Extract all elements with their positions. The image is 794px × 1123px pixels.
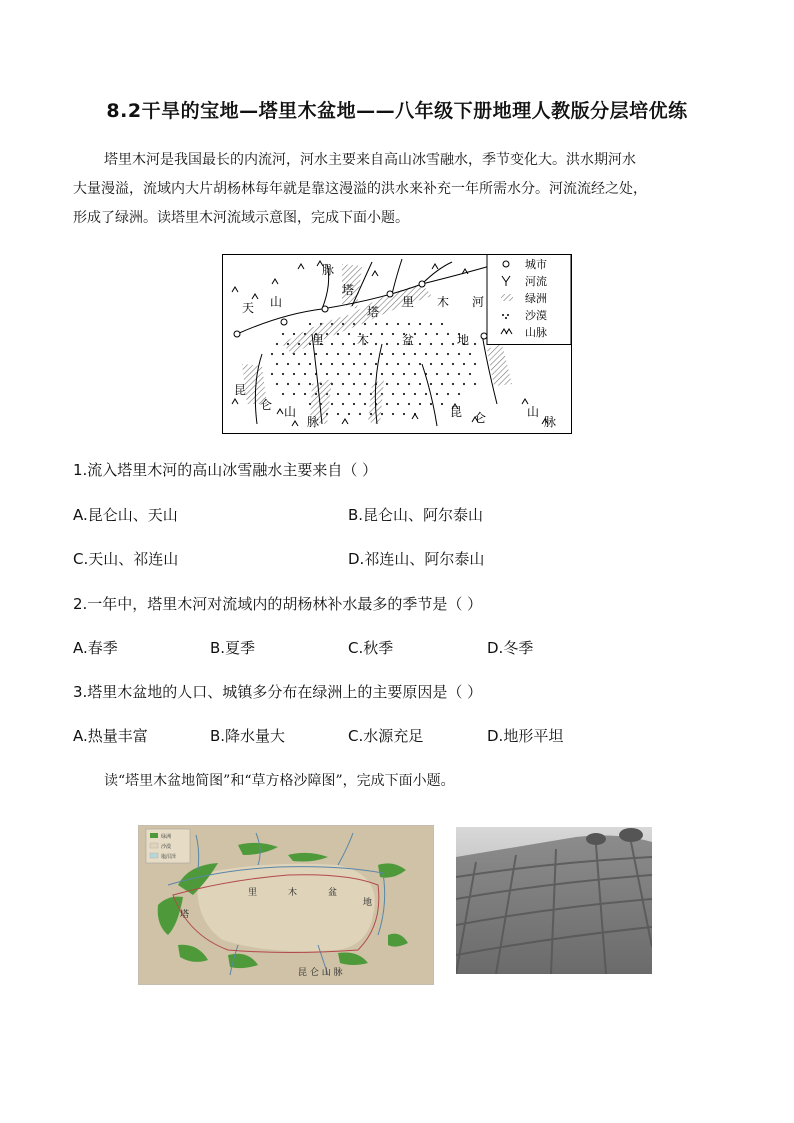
map-legend bbox=[487, 255, 571, 345]
label: 脉 bbox=[322, 263, 335, 277]
desert-dot bbox=[348, 373, 350, 375]
desert-dot bbox=[474, 363, 476, 365]
desert-dot bbox=[463, 383, 465, 385]
desert-dot bbox=[375, 343, 377, 345]
label: 脉 bbox=[544, 415, 557, 429]
desert-dot bbox=[392, 373, 394, 375]
q1-option-d[interactable]: D.祁连山、阿尔泰山 bbox=[348, 550, 485, 568]
desert-dot bbox=[331, 363, 333, 365]
desert-dot bbox=[359, 393, 361, 395]
desert-dot bbox=[320, 363, 322, 365]
q1-option-b[interactable]: B.昆仑山、阿尔泰山 bbox=[348, 506, 484, 524]
desert-dot bbox=[414, 393, 416, 395]
desert-dot bbox=[408, 403, 410, 405]
desert-dot bbox=[364, 383, 366, 385]
label: 里 bbox=[248, 888, 258, 898]
desert-dot bbox=[436, 373, 438, 375]
desert-dot bbox=[370, 333, 372, 335]
label: 木 bbox=[437, 295, 450, 309]
desert-dot bbox=[441, 383, 443, 385]
desert-dot bbox=[337, 353, 339, 355]
desert-dot bbox=[458, 373, 460, 375]
tarim-basin-color-map bbox=[138, 825, 434, 985]
desert-dot bbox=[386, 363, 388, 365]
desert-dot bbox=[392, 353, 394, 355]
label: 脉 bbox=[307, 415, 320, 429]
desert-dot bbox=[397, 343, 399, 345]
desert-dot bbox=[309, 403, 311, 405]
desert-dot bbox=[375, 323, 377, 325]
desert-dot bbox=[276, 343, 278, 345]
intro-line-1: 塔里木河是我国最长的内流河，河水主要来自高山冰雪融水，季节变化大。洪水期河水 bbox=[104, 152, 636, 168]
desert-dot bbox=[348, 353, 350, 355]
desert-dot bbox=[469, 353, 471, 355]
question-1-stem: 1.流入塔里木河的高山冰雪融水主要来自（ ） bbox=[73, 461, 378, 479]
desert-dot bbox=[282, 353, 284, 355]
desert-dot bbox=[403, 413, 405, 415]
desert-dot bbox=[381, 373, 383, 375]
intro-2: 读“塔里木盆地简图”和“草方格沙障图”，完成下面小题。 bbox=[104, 773, 455, 789]
label: 仑 bbox=[260, 398, 273, 412]
desert-dot bbox=[474, 383, 476, 385]
desert-dot bbox=[419, 383, 421, 385]
desert-dot bbox=[447, 353, 449, 355]
label: 盆 bbox=[328, 888, 338, 898]
desert-dot bbox=[386, 403, 388, 405]
label: 里 bbox=[402, 295, 415, 309]
desert-dot bbox=[392, 393, 394, 395]
desert-dot bbox=[271, 353, 273, 355]
label: 里 bbox=[312, 333, 325, 347]
desert-dot bbox=[436, 333, 438, 335]
desert-dot bbox=[353, 363, 355, 365]
basin-desert bbox=[197, 864, 375, 952]
desert-dot bbox=[408, 323, 410, 325]
desert-dot bbox=[386, 383, 388, 385]
desert-dot bbox=[452, 383, 454, 385]
desert-dot bbox=[447, 333, 449, 335]
desert-dot bbox=[425, 353, 427, 355]
label: 地 bbox=[457, 333, 470, 347]
label: 地 bbox=[363, 898, 373, 908]
desert-dot bbox=[370, 353, 372, 355]
desert-dot bbox=[276, 383, 278, 385]
label: 木 bbox=[357, 333, 370, 347]
desert-dot bbox=[326, 373, 328, 375]
q1-option-c[interactable]: C.天山、祁连山 bbox=[73, 550, 179, 568]
desert-dot bbox=[397, 363, 399, 365]
desert-dot bbox=[353, 383, 355, 385]
map2-legend-desert: 沙漠 bbox=[161, 844, 172, 850]
desert-dot bbox=[430, 343, 432, 345]
desert-dot bbox=[469, 373, 471, 375]
desert-dot bbox=[276, 363, 278, 365]
map2-legend-salt-marsh: 塩沼泽 bbox=[161, 854, 177, 860]
desert-dot bbox=[397, 403, 399, 405]
label: 昆 仑 山 脉 bbox=[298, 968, 343, 978]
q3-option-b[interactable]: B.降水量大 bbox=[210, 727, 286, 745]
desert-dot bbox=[293, 333, 295, 335]
page-title: 8.2干旱的宝地—塔里木盆地——八年级下册地理人教版分层培优练 bbox=[106, 100, 688, 122]
desert-dot bbox=[414, 353, 416, 355]
question-3-stem: 3.塔里木盆地的人口、城镇多分布在绿洲上的主要原因是（ ） bbox=[73, 683, 483, 701]
desert-dot bbox=[386, 343, 388, 345]
desert-dot bbox=[441, 343, 443, 345]
legend-desert: 沙漠 bbox=[525, 309, 547, 322]
desert-dot bbox=[282, 373, 284, 375]
desert-dot bbox=[359, 413, 361, 415]
desert-dot bbox=[353, 403, 355, 405]
question-2-stem: 2.一年中，塔里木河对流域内的胡杨林补水最多的季节是（ ） bbox=[73, 595, 483, 613]
desert-dot bbox=[425, 333, 427, 335]
desert-dot bbox=[386, 323, 388, 325]
desert-dot bbox=[452, 343, 454, 345]
desert-dot bbox=[287, 383, 289, 385]
desert-dot bbox=[293, 373, 295, 375]
desert-dot bbox=[419, 403, 421, 405]
desert-dot bbox=[331, 403, 333, 405]
map2-legend bbox=[146, 829, 190, 863]
desert-dot bbox=[436, 393, 438, 395]
desert-dot bbox=[337, 393, 339, 395]
desert-dot bbox=[326, 353, 328, 355]
desert-dot bbox=[397, 323, 399, 325]
desert-dot bbox=[392, 333, 394, 335]
desert-dot bbox=[359, 353, 361, 355]
desert-dot bbox=[463, 363, 465, 365]
label: 昆 bbox=[450, 405, 463, 419]
desert-dot bbox=[403, 393, 405, 395]
desert-dot bbox=[293, 393, 295, 395]
desert-dot bbox=[331, 343, 333, 345]
desert-dot bbox=[348, 333, 350, 335]
q3-option-c[interactable]: C.水源充足 bbox=[348, 727, 424, 745]
q1-option-a[interactable]: A.昆仑山、天山 bbox=[73, 506, 178, 524]
desert-dot bbox=[419, 323, 421, 325]
desert-dot bbox=[304, 393, 306, 395]
desert-dot bbox=[419, 343, 421, 345]
intro-line-2: 大量漫溢，流域内大片胡杨林每年就是靠这漫溢的洪水来补充一年所需水分。河流流经之处， bbox=[73, 181, 647, 197]
desert-dot bbox=[436, 353, 438, 355]
desert-dot bbox=[337, 373, 339, 375]
legend-river: 河流 bbox=[525, 275, 547, 288]
desert-dot bbox=[381, 353, 383, 355]
label: 塔 bbox=[367, 305, 380, 319]
desert-dot bbox=[430, 403, 432, 405]
label: 河 bbox=[472, 295, 485, 309]
desert-dot bbox=[441, 363, 443, 365]
q2-option-a[interactable]: A.春季 bbox=[73, 639, 118, 657]
desert-dot bbox=[419, 363, 421, 365]
desert-dot bbox=[298, 383, 300, 385]
label: 山 bbox=[527, 405, 540, 419]
desert-dot bbox=[287, 363, 289, 365]
desert-dot bbox=[430, 363, 432, 365]
desert-dot bbox=[282, 393, 284, 395]
desert-dot bbox=[441, 323, 443, 325]
label: 木 bbox=[288, 888, 298, 898]
legend-city: 城市 bbox=[525, 258, 547, 271]
grass-checkerboard-sand-barrier-photo bbox=[456, 827, 652, 974]
desert-dot bbox=[364, 363, 366, 365]
desert-dot bbox=[408, 363, 410, 365]
desert-dot bbox=[458, 393, 460, 395]
label: 塔 bbox=[342, 283, 355, 297]
q3-option-a[interactable]: A.热量丰富 bbox=[73, 727, 148, 745]
desert-dot bbox=[414, 373, 416, 375]
q2-option-d[interactable]: D.冬季 bbox=[487, 639, 534, 657]
desert-dot bbox=[364, 403, 366, 405]
label: 天 bbox=[242, 301, 255, 315]
intro-line-3: 形成了绿洲。读塔里木河流域示意图，完成下面小题。 bbox=[73, 210, 409, 226]
desert-dot bbox=[458, 353, 460, 355]
desert-dot bbox=[430, 323, 432, 325]
desert-dot bbox=[392, 413, 394, 415]
desert-dot bbox=[315, 353, 317, 355]
desert-dot bbox=[381, 413, 383, 415]
desert-dot bbox=[430, 383, 432, 385]
q2-option-c[interactable]: C.秋季 bbox=[348, 639, 394, 657]
desert-dot bbox=[441, 403, 443, 405]
desert-dot bbox=[353, 343, 355, 345]
label: 盆 bbox=[402, 333, 415, 347]
desert-dot bbox=[348, 413, 350, 415]
tarim-river-basin-map bbox=[222, 254, 572, 434]
desert-dot bbox=[414, 333, 416, 335]
desert-dot bbox=[452, 363, 454, 365]
desert-dot bbox=[309, 323, 311, 325]
desert-dot bbox=[403, 353, 405, 355]
desert-dot bbox=[359, 373, 361, 375]
desert-dot bbox=[447, 373, 449, 375]
desert-dot bbox=[304, 353, 306, 355]
label: 昆 bbox=[234, 383, 247, 397]
label: 山 bbox=[284, 405, 297, 419]
desert-dot bbox=[381, 333, 383, 335]
desert-dot bbox=[337, 413, 339, 415]
label: 塔 bbox=[180, 910, 190, 920]
desert-dot bbox=[408, 383, 410, 385]
desert-dot bbox=[271, 373, 273, 375]
map2-legend-oasis: 绿洲 bbox=[161, 834, 172, 840]
desert-dot bbox=[397, 383, 399, 385]
desert-dot bbox=[309, 383, 311, 385]
legend-oasis: 绿洲 bbox=[525, 292, 547, 305]
q2-option-b[interactable]: B.夏季 bbox=[210, 639, 256, 657]
legend-mountain: 山脉 bbox=[525, 326, 547, 339]
desert-dot bbox=[304, 373, 306, 375]
desert-dot bbox=[342, 343, 344, 345]
desert-dot bbox=[342, 403, 344, 405]
label: 仑 bbox=[474, 411, 487, 425]
desert-dot bbox=[342, 363, 344, 365]
desert-dot bbox=[282, 333, 284, 335]
desert-dot bbox=[370, 373, 372, 375]
desert-dot bbox=[309, 363, 311, 365]
q3-option-d[interactable]: D.地形平坦 bbox=[487, 727, 564, 745]
desert-dot bbox=[447, 393, 449, 395]
desert-dot bbox=[364, 323, 366, 325]
desert-dot bbox=[348, 393, 350, 395]
desert-dot bbox=[342, 383, 344, 385]
desert-dot bbox=[474, 343, 476, 345]
label: 山 bbox=[270, 295, 283, 309]
desert-dot bbox=[403, 373, 405, 375]
desert-dot bbox=[298, 363, 300, 365]
desert-dot bbox=[425, 393, 427, 395]
desert-dot bbox=[375, 363, 377, 365]
